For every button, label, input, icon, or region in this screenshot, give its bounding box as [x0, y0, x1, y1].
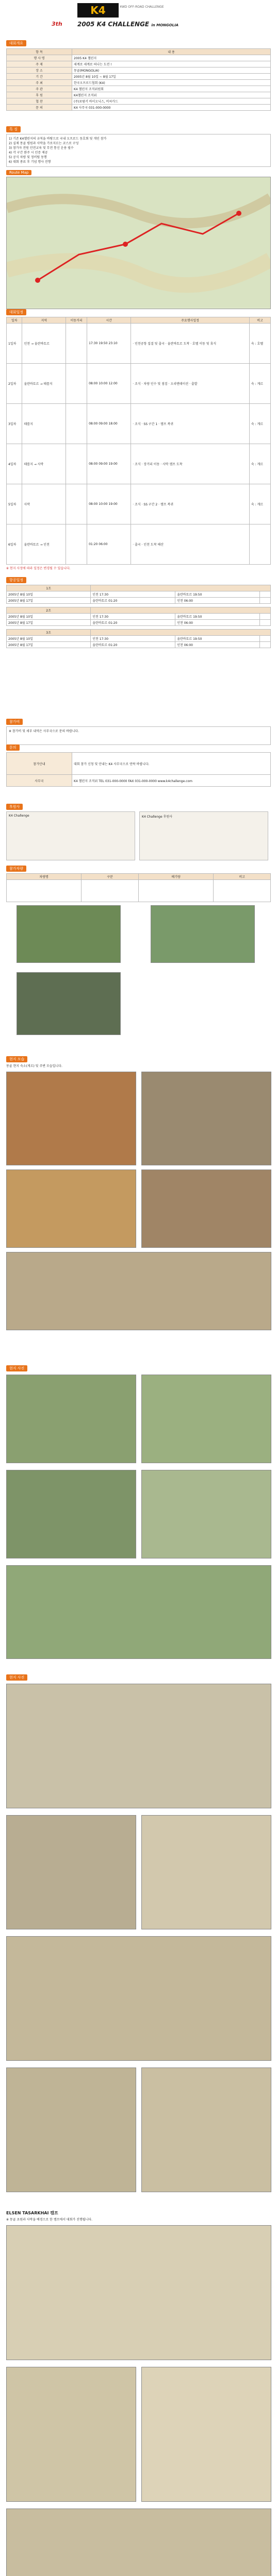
flight-cell-empty	[260, 636, 271, 642]
vehicle-col-header: 배기량	[138, 874, 213, 880]
schedule-cell-day: 1일차	[7, 324, 22, 364]
flight-cell-in: 울란바토르 19:50	[175, 636, 260, 642]
ger-photo-4	[141, 1170, 271, 1248]
edition-number: 3th	[52, 21, 62, 27]
contact-section	[6, 744, 271, 787]
overview-table	[6, 48, 271, 111]
schedule-row	[7, 404, 271, 444]
flight-cell-date: 2005년 8월 10일	[7, 591, 91, 598]
schedule-col-header: 일차	[7, 317, 22, 324]
desert-photo-2	[6, 2367, 136, 2502]
note-item: 6) 대회 종료 후 기념 행사 진행	[9, 160, 51, 164]
schedule-cell-note: 숙 : 게르	[249, 404, 270, 444]
vehicle-col-header: 구분	[82, 874, 139, 880]
schedule-col-header: 주요행사일정	[131, 317, 250, 324]
overview-value: 2005년 8월 10일 ~ 8월 17일	[72, 74, 271, 80]
overview-value: 한국오프로드협회 (K4)	[72, 80, 271, 86]
flight-cell-in: 인천 06:00	[175, 620, 260, 626]
flight-cell-empty	[260, 620, 271, 626]
flight-group-label: 2조	[7, 607, 91, 614]
flight-cell-date: 2005년 8월 10일	[7, 614, 91, 620]
flight-row	[7, 620, 271, 626]
schedule-row	[7, 524, 271, 565]
schedule-row	[7, 484, 271, 524]
overview-row	[7, 67, 271, 74]
schedule-cell-place: 인천 → 울란바토르	[22, 324, 66, 364]
flight-groups	[6, 585, 271, 648]
schedule-cell-time: 01:20 06:00	[87, 524, 131, 565]
flight-cell-empty	[260, 642, 271, 648]
camp-photo-1	[6, 1375, 136, 1463]
schedule-cell-note: 숙 : 게르	[249, 364, 270, 404]
schedule-cell-day: 5일차	[7, 484, 22, 524]
schedule-cell-plan: · 출국 · 인천 도착 해산	[131, 524, 250, 565]
flight-cell-date: 2005년 8월 17일	[7, 620, 91, 626]
schedule-cell-dist	[66, 444, 87, 484]
closing-text: ※ 몽골 초원과 사막을 배경으로 한 캠프에서 대회가 진행됩니다.	[6, 2218, 93, 2222]
overview-key: 장 소	[7, 67, 72, 74]
vehicle-photo-1	[17, 905, 121, 963]
fee-tag: 참가비	[6, 719, 23, 725]
overview-value: (주)포람키 바이오닉스, 비씨카드	[72, 98, 271, 105]
flight-row	[7, 636, 271, 642]
schedule-cell-day: 3일차	[7, 404, 22, 444]
schedule-cell-plan: · 조식 · 장거리 이동 · 사막 캠프 도착	[131, 444, 250, 484]
flight-cell-empty	[260, 614, 271, 620]
vehicles-section	[6, 866, 271, 1039]
landscape-photo-3	[141, 1815, 271, 1929]
flight-group-label: 3조	[7, 630, 91, 636]
schedule-col-header: 지역	[22, 317, 66, 324]
photos1-grid	[6, 1072, 271, 1329]
flight-cell-out: 울란바토르 01:20	[91, 642, 175, 648]
contact-label-guide: 참가안내	[7, 753, 72, 775]
flight-cell-in: 인천 06:00	[175, 598, 260, 604]
schedule-cell-dist	[66, 484, 87, 524]
title-text: 2005 K4 CHALLENGE	[77, 21, 150, 28]
overview-row	[7, 55, 271, 61]
flight-cell-empty	[260, 591, 271, 598]
flights-section	[6, 577, 271, 651]
contact-label-office: 사무국	[7, 775, 72, 787]
photos1-section	[6, 1056, 271, 1329]
flight-table	[6, 629, 271, 648]
schedule-cell-time: 08:00 09:00 18:00	[87, 404, 131, 444]
flight-group-label: 1조	[7, 585, 91, 591]
vehicles-tag: 참가차량	[6, 866, 26, 872]
overview-row	[7, 105, 271, 111]
camp-photo-2	[141, 1375, 271, 1463]
closing-photos	[6, 2225, 271, 2576]
photos3-section	[6, 1674, 271, 2199]
vehicle-col-header: 차량명	[7, 874, 82, 880]
schedule-cell-day: 2일차	[7, 364, 22, 404]
schedule-cell-time: 08:00 10:00 12:00	[87, 364, 131, 404]
landscape-photo-5	[6, 2067, 136, 2192]
k4-logo: K4	[77, 3, 119, 18]
flight-head-fill	[91, 585, 271, 591]
camp-photo-4	[141, 1470, 271, 1558]
notes-list	[6, 134, 271, 167]
overview-row	[7, 61, 271, 67]
fee-section	[6, 719, 271, 745]
flight-row	[7, 591, 271, 598]
schedule-tag: 대회일정	[6, 309, 26, 315]
flight-table	[6, 607, 271, 626]
sponsor-left-label: K4 Challenge	[9, 814, 29, 818]
ger-photo-3	[6, 1170, 136, 1248]
note-item: 3) 참가자 전원 안전교육 및 무전 통신 운용 필수	[9, 146, 74, 150]
flight-table	[6, 585, 271, 604]
overview-key: 주 최	[7, 80, 72, 86]
overview-row	[7, 92, 271, 98]
note-item: 4) 각 구간 완주 시 인증 제공	[9, 151, 48, 155]
schedule-cell-note	[249, 524, 270, 565]
contact-tag: 문의	[6, 744, 20, 751]
desert-photo-1	[6, 2225, 271, 2360]
overview-value: 2005 K4 챌린지	[72, 55, 271, 61]
overview-row	[7, 98, 271, 105]
vehicle-photo-3	[17, 972, 121, 1035]
ger-photo-1	[6, 1072, 136, 1165]
flight-head-fill	[91, 607, 271, 614]
desert-photo-3	[141, 2367, 271, 2502]
overview-value: K4챌린지 조직위	[72, 92, 271, 98]
photos2-section	[6, 1365, 271, 1663]
overview-section	[6, 40, 271, 111]
photos2-grid	[6, 1375, 271, 1663]
overview-row	[7, 74, 271, 80]
schedule-cell-plan: · 조식 · 차량 인수 및 점검 · 오리엔테이션 · 출발	[131, 364, 250, 404]
contact-guide-text: 대회 참가 신청 및 안내는 K4 사무국으로 연락 바랍니다.	[72, 753, 271, 775]
flight-head	[7, 607, 271, 614]
photos1-tag: 현지 모습	[6, 1056, 27, 1062]
flight-head	[7, 630, 271, 636]
flight-row	[7, 598, 271, 604]
photos3-grid	[6, 1684, 271, 2199]
flight-cell-out: 울란바토르 01:20	[91, 620, 175, 626]
notes-tag: 특 징	[6, 126, 21, 132]
flight-cell-out: 울란바토르 01:20	[91, 598, 175, 604]
closing-title: ELSEN TASARKHAI 캠프	[6, 2211, 58, 2215]
overview-value: 몽골(MONGOLIA)	[72, 67, 271, 74]
schedule-cell-plan: · 인천공항 집결 및 출국 · 울란바토르 도착 · 호텔 이동 및 휴식	[131, 324, 250, 364]
contact-office-text: K4 챌린지 조직위 TEL 031-000-0000 FAX 031-000-0000 www.k4challenge.com	[72, 775, 271, 787]
schedule-cell-time: 08:00 10:00 19:00	[87, 484, 131, 524]
schedule-cell-note: 숙 : 게르	[249, 444, 270, 484]
schedule-cell-day: 6일차	[7, 524, 22, 565]
fee-text: ※ 참가비 및 세부 내역은 사무국으로 문의 바랍니다.	[6, 726, 271, 745]
flight-cell-empty	[260, 598, 271, 604]
overview-row	[7, 80, 271, 86]
overview-key: 협 찬	[7, 98, 72, 105]
note-item: 2) 실제 몽골 평원과 사막을 가로지르는 코스로 구성	[9, 142, 79, 145]
route-map[interactable]	[6, 177, 271, 309]
route-map-section	[6, 170, 271, 309]
schedule-row	[7, 444, 271, 484]
photos1-caption: 몽골 현지 숙소(게르) 및 주변 모습입니다.	[6, 1064, 62, 1068]
sponsor-right	[139, 811, 268, 860]
note-item: 5) 공식 차량 및 정비팀 동행	[9, 156, 47, 159]
photos3-tag: 현지 사진	[6, 1674, 27, 1681]
schedule-cell-dist	[66, 404, 87, 444]
sponsor-right-label: K4 Challenge 후원사	[142, 815, 172, 819]
schedule-cell-place: 울란바토르 → 인천	[22, 524, 66, 565]
ger-photo-2	[141, 1072, 271, 1165]
flight-head	[7, 585, 271, 591]
sponsors-tag: 후원사	[6, 804, 23, 810]
schedule-cell-dist	[66, 364, 87, 404]
schedule-col-header: 이동거리	[66, 317, 87, 324]
overview-key: 문 의	[7, 105, 72, 111]
flight-cell-date: 2005년 8월 17일	[7, 642, 91, 648]
flights-tag: 항공일정	[6, 577, 26, 583]
schedule-row	[7, 364, 271, 404]
photos2-tag: 현지 사진	[6, 1365, 27, 1371]
schedule-cell-place: 테를지 → 사막	[22, 444, 66, 484]
overview-row	[7, 86, 271, 92]
overview-value: K4 챌린지 조직위원회	[72, 86, 271, 92]
schedule-section	[6, 309, 271, 571]
overview-value: 세계로 세계로 떠나는 도전 !	[72, 61, 271, 67]
note-item: 1) 기존 K4챌린지의 규칙을 바탕으로 국내 오프로드 동호회 및 개인 참가	[9, 137, 107, 141]
schedule-cell-time: 17:30 19:50 23:10	[87, 324, 131, 364]
flight-row	[7, 642, 271, 648]
schedule-cell-note: 숙 : 게르	[249, 484, 270, 524]
overview-col-item: 항 목	[7, 49, 72, 55]
schedule-col-header: 비고	[249, 317, 270, 324]
schedule-table	[6, 317, 271, 565]
ger-photo-5	[6, 1252, 271, 1330]
overview-tag: 대회개요	[6, 40, 26, 46]
desert-photo-4	[6, 2509, 271, 2576]
closing-section	[6, 2210, 271, 2576]
logo-subtitle: 4WD OFF-ROAD CHALLENGE	[120, 5, 164, 9]
schedule-col-header: 시간	[87, 317, 131, 324]
vehicle-photo-2	[151, 905, 255, 963]
flight-cell-in: 인천 06:00	[175, 642, 260, 648]
flight-cell-out: 인천 17:30	[91, 614, 175, 620]
schedule-row	[7, 324, 271, 364]
schedule-cell-plan: · 조식 · SS 구간 2 · 캠프 복귀	[131, 484, 250, 524]
schedule-cell-place: 울란바토르 → 테를지	[22, 364, 66, 404]
flight-cell-out: 인천 17:30	[91, 591, 175, 598]
flight-cell-date: 2005년 8월 10일	[7, 636, 91, 642]
contact-table	[6, 752, 271, 787]
flight-cell-in: 울란바토르 19:50	[175, 591, 260, 598]
route-map-tag: Route Map	[6, 170, 31, 175]
route-map-svg	[7, 177, 270, 308]
flight-cell-out: 인천 17:30	[91, 636, 175, 642]
overview-key: 후 원	[7, 92, 72, 98]
overview-key: 주 제	[7, 61, 72, 67]
schedule-cell-dist	[66, 524, 87, 565]
notes-section	[6, 126, 271, 167]
flight-row	[7, 614, 271, 620]
schedule-cell-place: 사막	[22, 484, 66, 524]
overview-col-content: 내 용	[72, 49, 271, 55]
schedule-cell-day: 4일차	[7, 444, 22, 484]
overview-value: K4 사무국 031-000-0000	[72, 105, 271, 111]
landscape-photo-4	[6, 1936, 271, 2061]
sponsor-left	[6, 811, 135, 860]
schedule-cell-place: 테를지	[22, 404, 66, 444]
flight-cell-date: 2005년 8월 17일	[7, 598, 91, 604]
landscape-photo-2	[6, 1815, 136, 1929]
schedule-cell-note: 숙 : 호텔	[249, 324, 270, 364]
schedule-cell-time: 08:00 09:00 19:00	[87, 444, 131, 484]
page-title	[77, 21, 178, 28]
schedule-cell-dist	[66, 324, 87, 364]
page-header	[0, 0, 277, 36]
schedule-footnote: ※ 현지 사정에 따라 일정은 변경될 수 있습니다.	[6, 567, 71, 570]
sponsors-section	[6, 804, 271, 860]
landscape-photo-1	[6, 1684, 271, 1808]
camp-photo-3	[6, 1470, 136, 1558]
overview-key: 행 사 명	[7, 55, 72, 61]
schedule-cell-plan: · 조식 · SS 구간 1 · 캠프 복귀	[131, 404, 250, 444]
vehicles-table	[6, 873, 271, 902]
camp-photo-5	[6, 1565, 271, 1659]
landscape-photo-6	[141, 2067, 271, 2192]
flight-cell-in: 울란바토르 19:50	[175, 614, 260, 620]
flight-head-fill	[91, 630, 271, 636]
vehicle-photos	[6, 905, 271, 1039]
overview-key: 기 간	[7, 74, 72, 80]
title-suffix: in MONGOLIA	[151, 23, 179, 27]
vehicle-col-header: 비고	[214, 874, 271, 880]
overview-key: 주 관	[7, 86, 72, 92]
